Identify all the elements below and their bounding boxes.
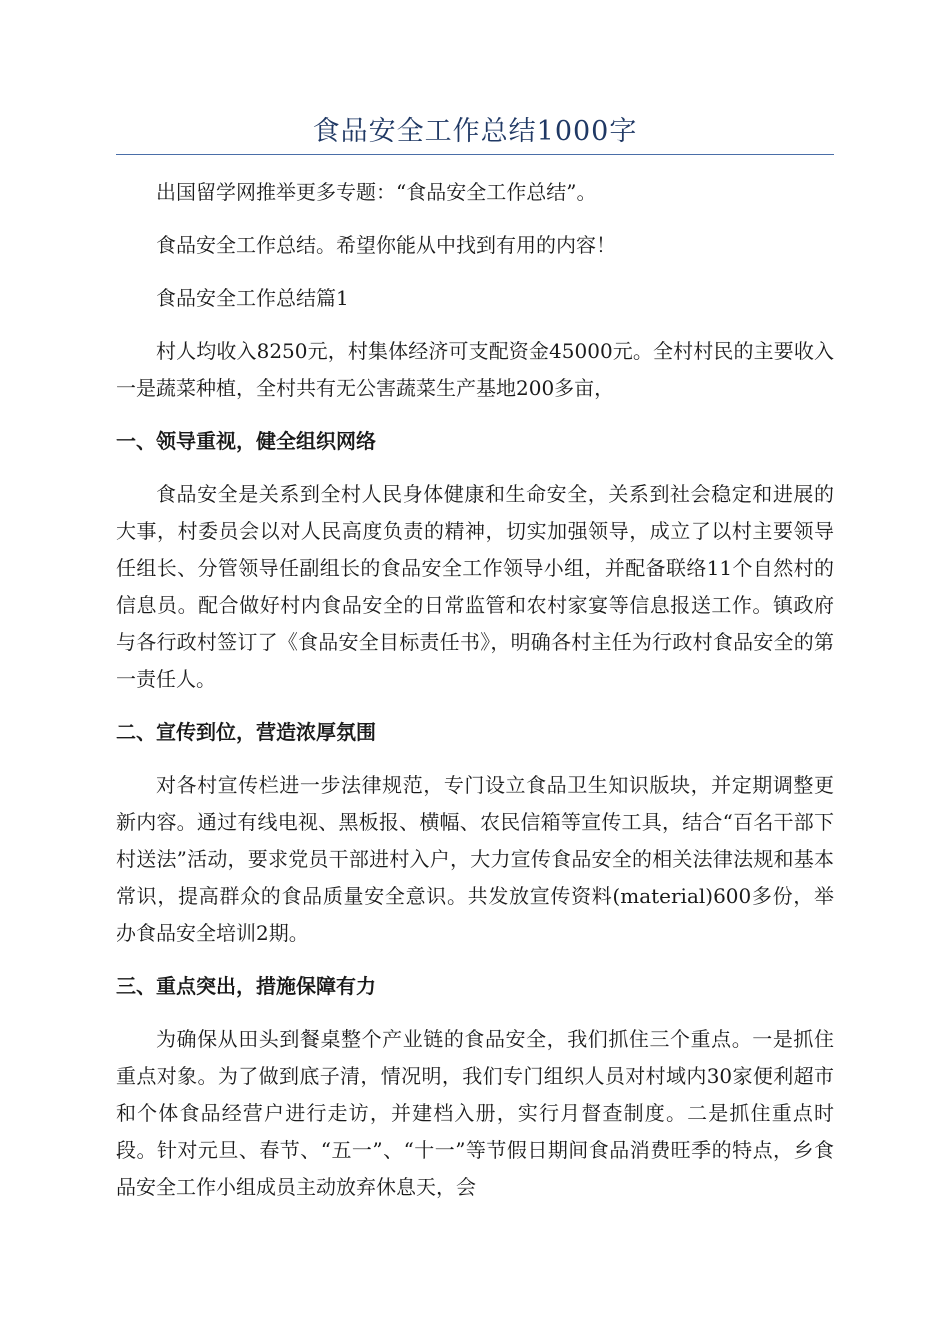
section-heading: 一、领导重视，健全组织网络 bbox=[116, 429, 376, 453]
document-body bbox=[116, 174, 834, 1222]
section-heading: 三、重点突出，措施保障有力 bbox=[116, 974, 376, 998]
document-title: 食品安全工作总结1000字 bbox=[312, 116, 638, 147]
intro-paragraph: 村人均收入8250元，村集体经济可支配资金45000元。全村村民的主要收入一是蔬菜种植，全村共有无公害蔬菜生产基地200多亩， bbox=[116, 339, 834, 400]
intro-paragraph: 出国留学网推举更多专题：“食品安全工作总结”。 bbox=[156, 180, 597, 204]
section-paragraph: 对各村宣传栏进一步法律规范，专门设立食品卫生知识版块，并定期调整更新内容。通过有线电视、黑板报、横幅、农民信箱等宣传工具，结合“百名干部下村送法”活动，要求党员干部进村入户，大力宣传食品安全的相关法律法规和基本常识，提高群众的食品质量安全意识。共发放宣传资料(material)600多份，举办食品安全培训2期。 bbox=[116, 773, 834, 945]
intro-paragraph: 食品安全工作总结篇1 bbox=[156, 286, 349, 310]
section-heading: 二、宣传到位，营造浓厚氛围 bbox=[116, 720, 376, 744]
section-paragraph: 食品安全是关系到全村人民身体健康和生命安全，关系到社会稳定和进展的大事，村委员会以对人民高度负责的精神，切实加强领导，成立了以村主要领导任组长、分管领导任副组长的食品安全工作领导小组，并配备联络11个自然村的信息员。配合做好村内食品安全的日常监管和农村家宴等信息报送工作。镇政府与各行政村签订了《食品安全目标责任书》，明确各村主任为行政村食品安全的第一责任人。 bbox=[116, 482, 834, 691]
intro-paragraph: 食品安全工作总结。希望你能从中找到有用的内容！ bbox=[156, 233, 616, 257]
section-paragraph: 为确保从田头到餐桌整个产业链的食品安全，我们抓住三个重点。一是抓住重点对象。为了做到底子清，情况明，我们专门组织人员对村域内30家便利超市和个体食品经营户进行走访，并建档入册，实行月督查制度。二是抓住重点时段。针对元旦、春节、“五一”、“十一”等节假日期间食品消费旺季的特点，乡食品安全工作小组成员主动放弃休息天，会 bbox=[116, 1027, 834, 1199]
title-underline bbox=[116, 154, 834, 155]
